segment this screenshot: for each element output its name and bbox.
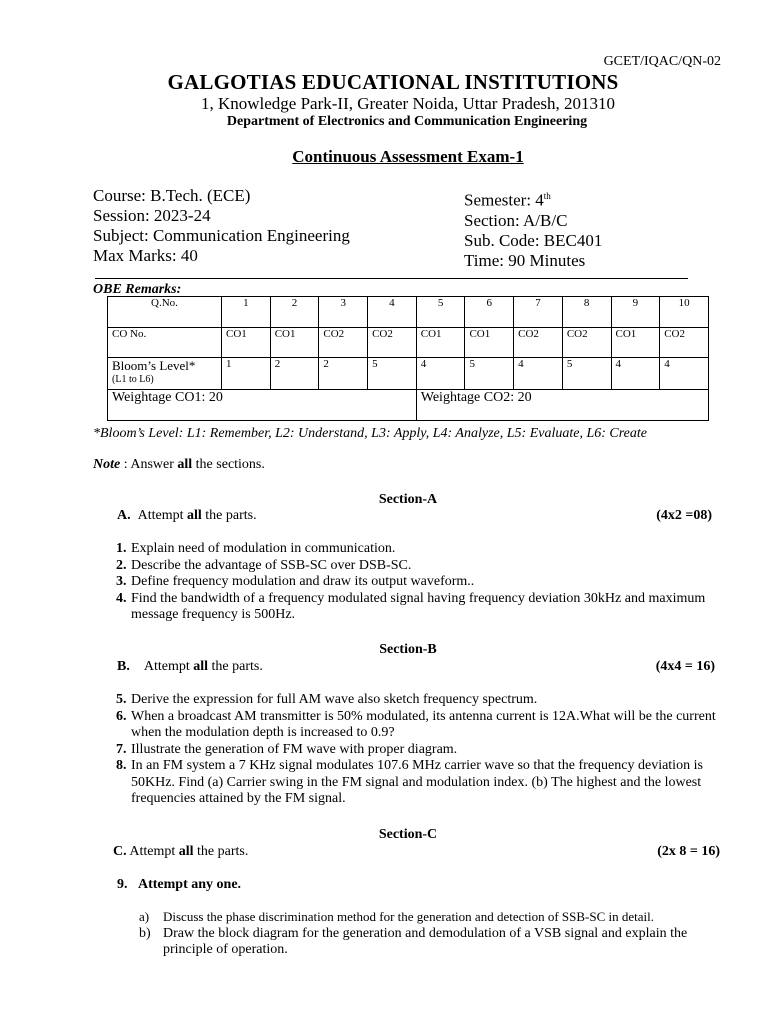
qno-header: Q.No. xyxy=(108,297,222,328)
section-c-marks: (2x 8 = 16) xyxy=(657,844,720,859)
question-item xyxy=(93,758,733,808)
section-c-sub-questions xyxy=(139,909,729,959)
co-cell: CO2 xyxy=(368,328,417,358)
sub-code-label: Sub. Code: BEC401 xyxy=(464,230,603,250)
qno-cell: 4 xyxy=(368,297,417,328)
course-info-right xyxy=(464,186,602,271)
qno-cell: 9 xyxy=(611,297,660,328)
exam-title: Continuous Assessment Exam-1 xyxy=(292,147,524,166)
section-a-instr-post: the parts. xyxy=(201,508,257,523)
co-cell: CO2 xyxy=(319,328,368,358)
qno-row xyxy=(108,297,709,328)
course-label: Course: B.Tech. (ECE) xyxy=(93,186,251,205)
question-number: 8. xyxy=(116,758,127,773)
obe-table xyxy=(107,296,709,421)
sub-question-a xyxy=(139,909,729,926)
question-text: Attempt any one. xyxy=(138,877,242,892)
note-post: the sections. xyxy=(192,457,265,472)
section-c-letter: C. xyxy=(113,844,127,859)
max-marks-label: Max Marks: 40 xyxy=(93,246,198,265)
question-item xyxy=(93,541,733,558)
question-number: 9. xyxy=(117,877,128,892)
section-b-marks: (4x4 = 16) xyxy=(655,659,715,674)
bloom-cell: 5 xyxy=(368,358,417,390)
question-text: Describe the advantage of SSB-SC over DSB-SC. xyxy=(131,557,412,573)
section-c-instr-bold: all xyxy=(178,844,194,859)
qno-cell: 1 xyxy=(222,297,271,328)
section-a-questions xyxy=(93,541,733,624)
co-cell: CO1 xyxy=(270,328,319,358)
bloom-cell: 1 xyxy=(222,358,271,390)
section-b-questions xyxy=(93,692,733,808)
note-line xyxy=(93,457,265,473)
section-a-marks: (4x2 =08) xyxy=(656,508,712,523)
qno-cell: 5 xyxy=(416,297,465,328)
sub-question-b xyxy=(139,926,729,959)
question-item xyxy=(93,558,733,575)
bloom-label: Bloom’s Level* xyxy=(112,358,196,373)
sub-question-label: a) xyxy=(139,909,150,924)
semester-label: Semester: 4 xyxy=(464,190,544,210)
qno-cell: 6 xyxy=(465,297,514,328)
co-cell: CO2 xyxy=(562,328,611,358)
semester-suffix: th xyxy=(543,191,551,201)
question-number: 2. xyxy=(116,557,127,573)
bloom-cell: 4 xyxy=(416,358,465,390)
sub-question-text: Draw the block diagram for the generation and demodulation of a VSB signal and explain the principle of operation. xyxy=(163,925,688,957)
semester-row xyxy=(464,186,602,211)
bloom-header xyxy=(108,358,222,390)
bloom-cell: 5 xyxy=(465,358,514,390)
question-number: 5. xyxy=(116,692,127,707)
section-c-instr-pre: Attempt xyxy=(126,844,179,859)
session-label: Session: 2023-24 xyxy=(93,206,211,225)
co-cell: CO1 xyxy=(611,328,660,358)
note-pre: : Answer xyxy=(120,457,178,472)
question-text: Define frequency modulation and draw its output waveform.. xyxy=(131,574,475,589)
subject-label: Subject: Communication Engineering xyxy=(93,226,350,245)
section-a-letter: A. xyxy=(117,508,131,523)
weightage-co1: Weightage CO1: 20 xyxy=(108,390,417,421)
section-c-instr-post: the parts. xyxy=(193,844,249,859)
co-cell: CO1 xyxy=(465,328,514,358)
section-label: Section: A/B/C xyxy=(464,210,568,230)
bloom-cell: 4 xyxy=(660,358,709,390)
section-a-instr-bold: all xyxy=(187,508,202,523)
bloom-cell: 4 xyxy=(514,358,563,390)
question-text: In an FM system a 7 KHz signal modulates 107.6 MHz carrier wave so that the frequency deviation is 50KHz. Find (a) Carrier swing in the FM signal and modulation index. (b) The highest and the lowest frequencies attained by the FM signal. xyxy=(131,758,703,806)
section-a-title: Section-A xyxy=(378,492,438,507)
qno-cell: 8 xyxy=(562,297,611,328)
section-c-title: Section-C xyxy=(378,827,438,842)
question-number: 1. xyxy=(116,541,127,556)
question-number: 6. xyxy=(116,708,127,724)
question-item xyxy=(93,591,733,624)
co-row xyxy=(108,328,709,358)
section-b-title: Section-B xyxy=(379,642,437,657)
bloom-level-legend: *Bloom’s Level: L1: Remember, L2: Understand, L3: Apply, L4: Analyze, L5: Evaluate, L6: Create xyxy=(93,426,647,441)
section-b-letter: B. xyxy=(117,659,130,674)
co-cell: CO1 xyxy=(222,328,271,358)
question-text: Illustrate the generation of FM wave with proper diagram. xyxy=(131,741,458,757)
header-divider xyxy=(95,278,688,279)
section-b-instr-pre: Attempt xyxy=(143,659,194,674)
section-a-instruction xyxy=(117,508,257,524)
question-item xyxy=(93,742,733,759)
bloom-cell: 2 xyxy=(270,358,319,390)
note-label: Note xyxy=(93,457,121,472)
weightage-co2: Weightage CO2: 20 xyxy=(416,390,708,421)
bloom-cell: 2 xyxy=(319,358,368,390)
document-code: GCET/IQAC/QN-02 xyxy=(603,54,721,69)
section-b-instr-bold: all xyxy=(193,659,209,674)
bloom-cell: 4 xyxy=(611,358,660,390)
time-label: Time: 90 Minutes xyxy=(464,250,586,270)
question-item xyxy=(93,574,733,591)
section-a-instr-pre: Attempt xyxy=(137,508,188,523)
section-c-instruction xyxy=(113,844,248,860)
question-9 xyxy=(117,877,241,893)
qno-cell: 2 xyxy=(270,297,319,328)
co-cell: CO1 xyxy=(416,328,465,358)
institution-address: 1, Knowledge Park-II, Greater Noida, Uttar Pradesh, 201310 xyxy=(200,94,616,113)
question-text: When a broadcast AM transmitter is 50% modulated, its antenna current is 12A.What will be the current when the modulation depth is increased to 0.9? xyxy=(131,708,716,740)
question-number: 4. xyxy=(116,590,127,606)
department-name: Department of Electronics and Communication Engineering xyxy=(226,114,588,129)
sub-question-text: Discuss the phase discrimination method for the generation and detection of SSB-SC in detail. xyxy=(163,909,655,924)
question-text: Find the bandwidth of a frequency modulated signal having frequency deviation 30kHz and maximum message frequency is 500Hz. xyxy=(131,590,706,622)
co-cell: CO2 xyxy=(660,328,709,358)
bloom-range: (L1 to L6) xyxy=(112,374,154,385)
section-b-instruction xyxy=(117,659,263,675)
obe-remarks-label: OBE Remarks: xyxy=(93,282,182,297)
institution-name: GALGOTIAS EDUCATIONAL INSTITUTIONS xyxy=(167,70,619,94)
question-number: 3. xyxy=(116,574,127,589)
course-info-left xyxy=(93,186,350,266)
bloom-row xyxy=(108,358,709,390)
bloom-cell: 5 xyxy=(562,358,611,390)
sub-question-label: b) xyxy=(139,925,151,941)
note-bold: all xyxy=(177,457,193,472)
co-cell: CO2 xyxy=(514,328,563,358)
qno-cell: 3 xyxy=(319,297,368,328)
question-number: 7. xyxy=(116,741,127,757)
question-text: Derive the expression for full AM wave also sketch frequency spectrum. xyxy=(131,692,538,707)
section-b-instr-post: the parts. xyxy=(208,659,263,674)
question-text: Explain need of modulation in communication. xyxy=(131,541,396,556)
question-item xyxy=(93,709,733,742)
weightage-row xyxy=(108,390,709,421)
qno-cell: 7 xyxy=(514,297,563,328)
co-header: CO No. xyxy=(108,328,222,358)
question-item xyxy=(93,692,733,709)
qno-cell: 10 xyxy=(660,297,709,328)
